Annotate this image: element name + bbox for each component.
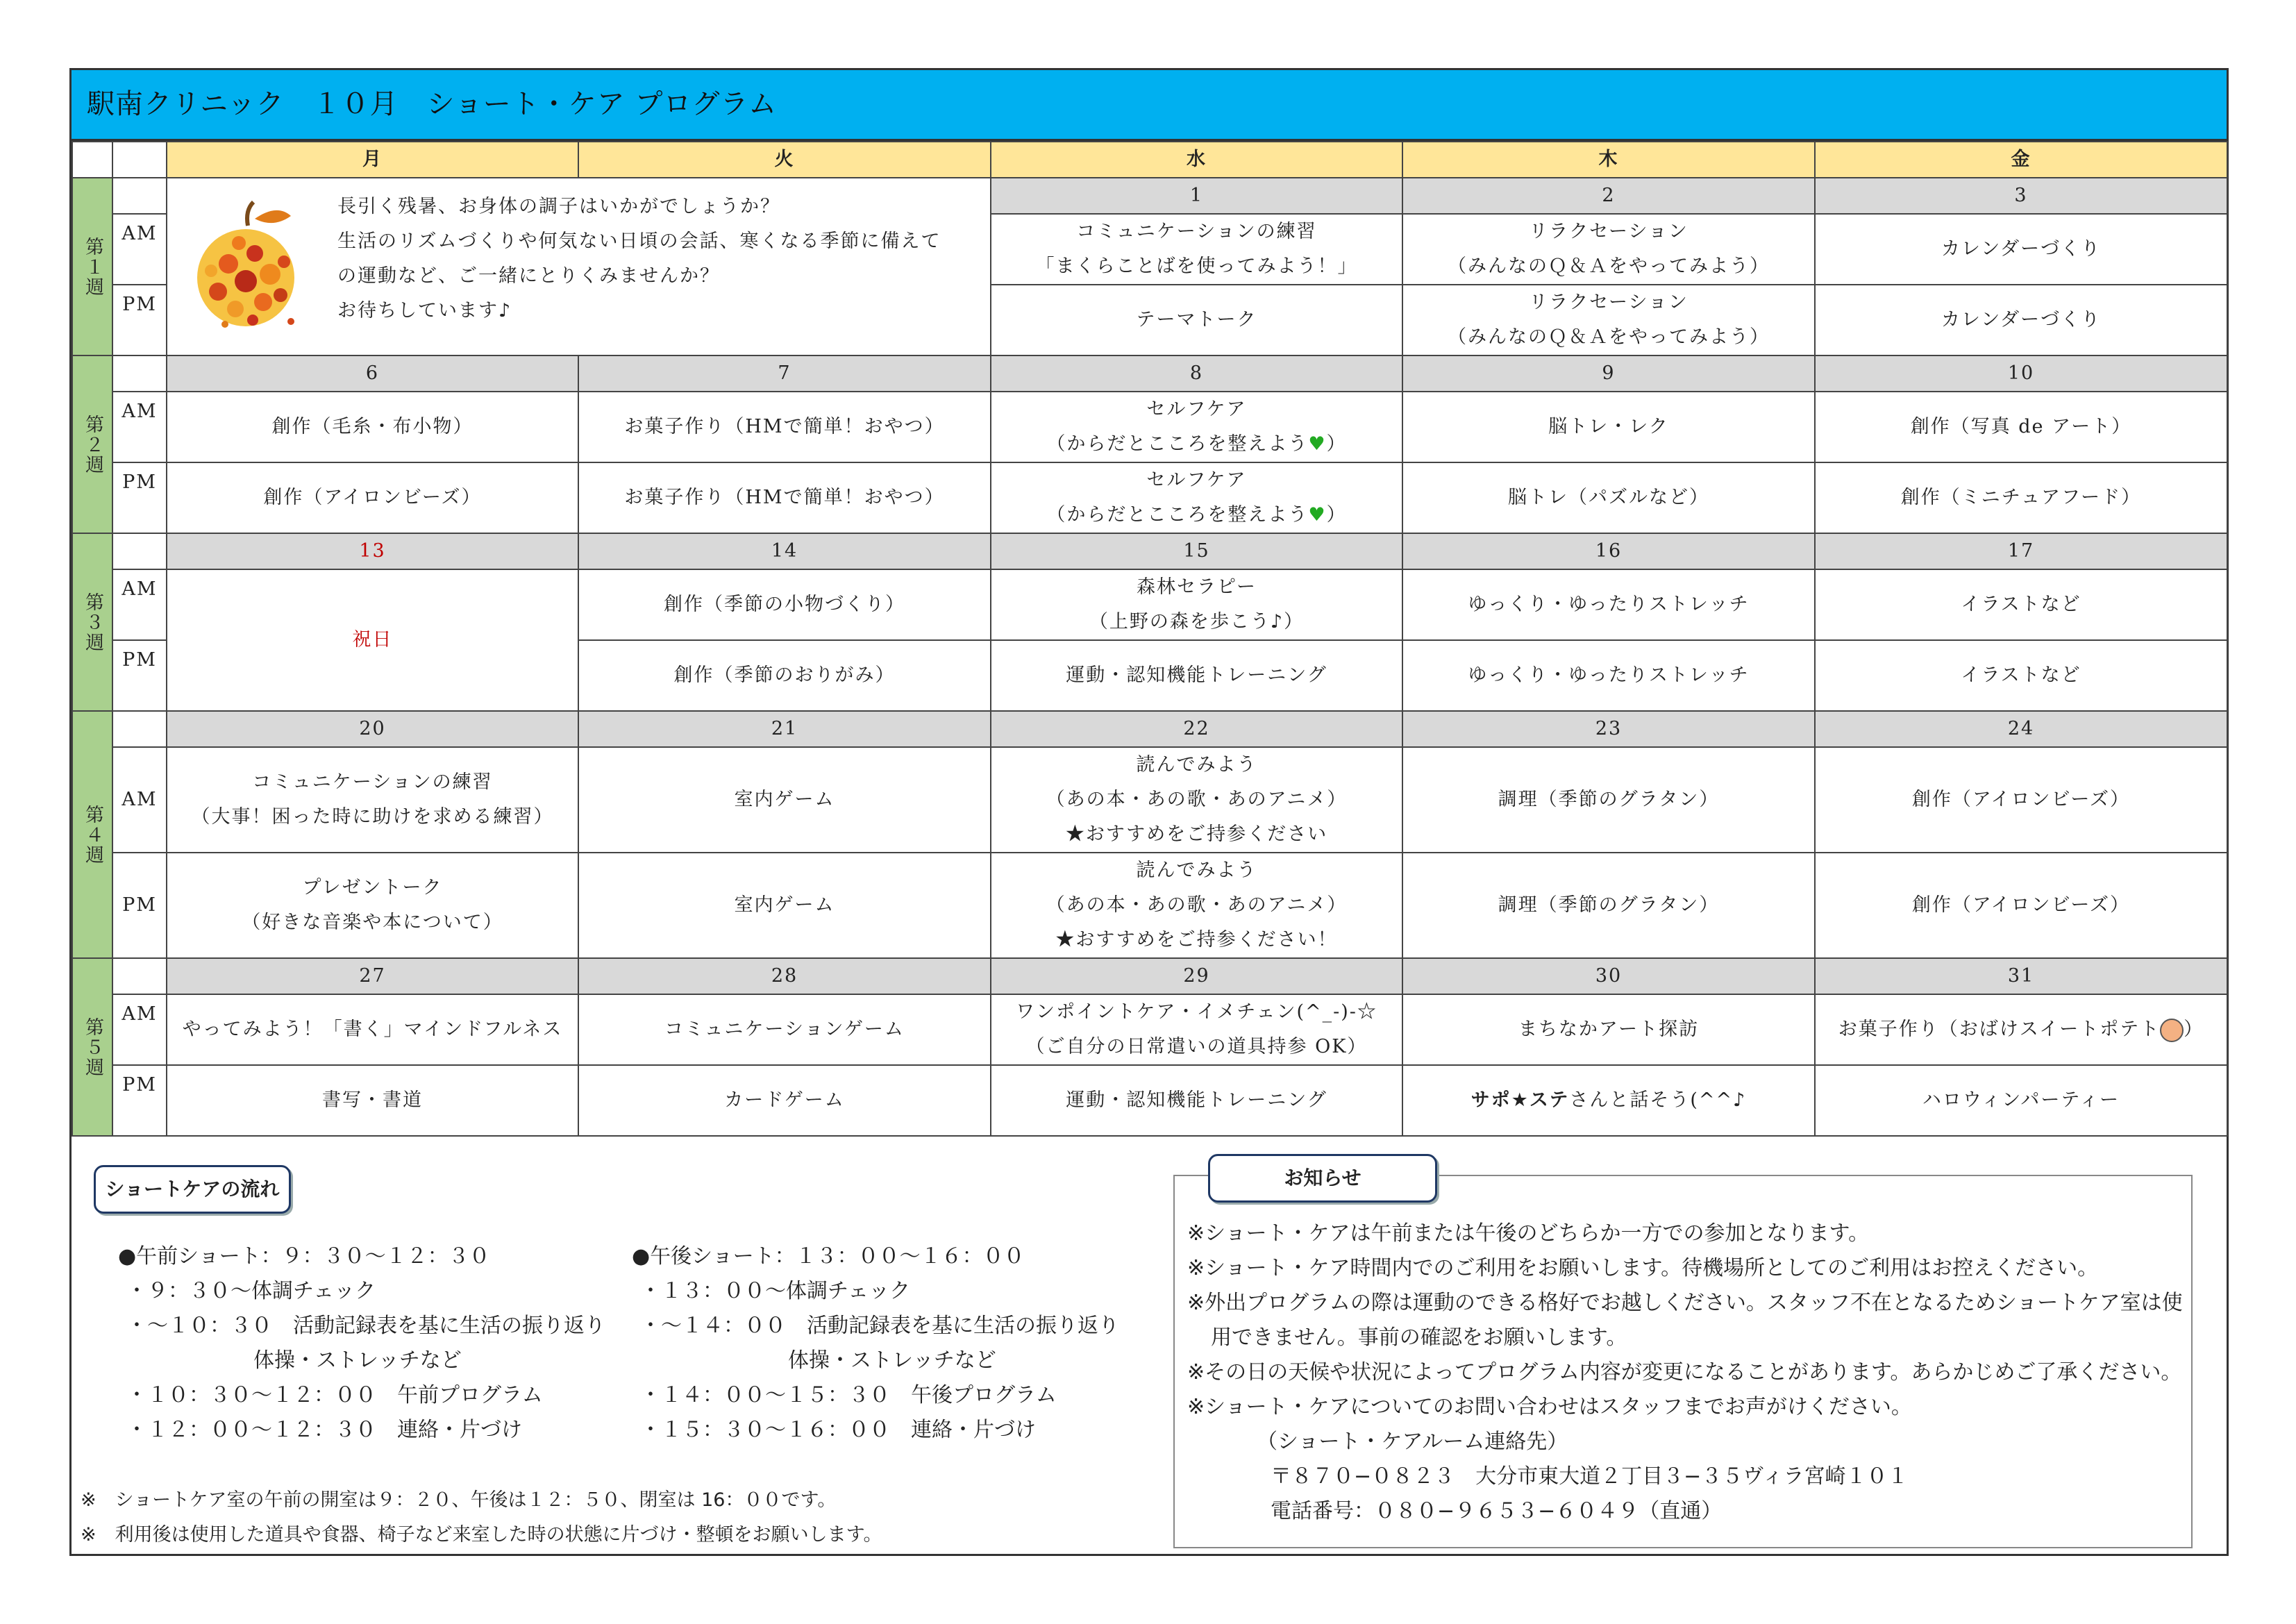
ghost-pumpkin-icon	[2160, 1019, 2184, 1042]
week4-am-row	[72, 747, 2227, 853]
program-line: セルフケア	[1146, 399, 1247, 420]
program-cell: 創作（写真 de アート）	[1815, 392, 2227, 462]
program-text: （からだとこころを整えよう	[1046, 433, 1309, 455]
am-label: AM	[112, 392, 167, 462]
program-line: （大事！困った時に助けを求める練習）	[191, 806, 554, 828]
program-cell	[1402, 214, 1815, 285]
notice-text	[1187, 1216, 2187, 1529]
flow-section-title: ショートケアの流れ	[94, 1165, 291, 1214]
blank-cell	[112, 533, 167, 569]
notice-line: ※外出プログラムの際は運動のできる格好でお越しください。スタッフ不在となるためショートケア室は使	[1187, 1291, 2183, 1315]
blank-cell	[72, 142, 112, 178]
pm-label: PM	[112, 640, 167, 711]
program-line: （みんなのＱ＆Ａをやってみよう）	[1448, 256, 1770, 277]
flow-line: 体操・ストレッチなど	[253, 1348, 462, 1373]
program-cell: イラストなど	[1815, 640, 2227, 711]
program-line: ワンポイントケア・イメチェン(^_-)-☆	[1016, 1001, 1377, 1023]
program-cell	[167, 747, 578, 853]
flow-line: ・１４：００〜１５：３０ 午後プログラム	[640, 1383, 1057, 1407]
program-line: プレゼントーク	[302, 877, 443, 898]
intro-line: 生活のリズムづくりや何気ない日頃の会話、寒くなる季節に備えて	[337, 231, 941, 252]
week5-pm-row	[72, 1065, 2227, 1136]
blank-cell	[112, 142, 167, 178]
green-heart-icon: ♥	[1308, 504, 1327, 526]
day-number: 29	[991, 958, 1402, 994]
week2-pm-row	[72, 462, 2227, 533]
program-text-bold: サポ★ステ	[1470, 1089, 1570, 1111]
program-cell	[991, 214, 1402, 285]
day-number: 22	[991, 711, 1402, 747]
blank-cell	[112, 958, 167, 994]
week2-am-row	[72, 392, 2227, 462]
am-label: AM	[112, 569, 167, 640]
week1-daynum-row	[72, 178, 2227, 214]
program-cell: やってみよう！「書く」マインドフルネス	[167, 994, 578, 1065]
intro-line: の運動など、ご一緒にとりくみませんか？	[337, 265, 720, 287]
notice-line: ※ショート・ケアについてのお問い合わせはスタッフまでお声がけください。	[1187, 1395, 1912, 1419]
flow-line: ・〜１０：３０ 活動記録表を基に生活の振り返り	[126, 1314, 605, 1338]
program-cell	[991, 392, 1402, 462]
program-cell: 運動・認知機能トレーニング	[991, 1065, 1402, 1136]
program-line: セルフケア	[1146, 469, 1247, 491]
day-number: 8	[991, 355, 1402, 392]
program-cell: 室内ゲーム	[578, 853, 991, 958]
pm-label: PM	[112, 1065, 167, 1136]
weekday-tue: 火	[578, 142, 991, 178]
notice-line: ※その日の天候や状況によってプログラム内容が変更になることがあります。あらかじめご了承ください。	[1187, 1360, 2182, 1384]
schedule-table	[72, 141, 2228, 1137]
program-line: （あの本・あの歌・あのアニメ）	[1046, 894, 1348, 916]
flow-line: 体操・ストレッチなど	[788, 1348, 996, 1373]
program-cell: 創作（アイロンビーズ）	[1815, 853, 2227, 958]
program-line: コミュニケーションの練習	[252, 771, 493, 793]
weekday-fri: 金	[1815, 142, 2227, 178]
program-cell	[1402, 285, 1815, 355]
program-line: 森林セラピー	[1137, 576, 1257, 598]
notice-line: 電話番号：０８０−９６５３−６０４９（直通）	[1271, 1499, 1723, 1523]
weekday-header-row	[72, 142, 2227, 178]
program-cell: カレンダーづくり	[1815, 214, 2227, 285]
pm-label: PM	[112, 462, 167, 533]
day-number: 6	[167, 355, 578, 392]
green-heart-icon: ♥	[1308, 433, 1327, 455]
program-cell: ハロウィンパーティー	[1815, 1065, 2227, 1136]
program-line: ★おすすめをご持参ください	[1065, 823, 1328, 845]
program-cell: 脳トレ・レク	[1402, 392, 1815, 462]
week-label: 第１週	[72, 178, 112, 355]
blank-cell	[112, 178, 167, 214]
flow-line: ●午後ショート：１３：００〜１６：００	[632, 1244, 1025, 1269]
program-line: 読んでみよう	[1136, 754, 1257, 776]
day-number: 21	[578, 711, 991, 747]
program-cell: 室内ゲーム	[578, 747, 991, 853]
week4-daynum-row	[72, 711, 2227, 747]
program-line: （あの本・あの歌・あのアニメ）	[1046, 789, 1348, 810]
flow-line: ●午前ショート：９：３０〜１２：３０	[118, 1244, 490, 1269]
notice-line: ※ショート・ケア時間内でのご利用をお願いします。待機場所としてのご利用はお控えください。	[1187, 1256, 2099, 1280]
program-text: さんと話そう(^^♪	[1569, 1089, 1747, 1111]
program-cell: カードゲーム	[578, 1065, 991, 1136]
program-cell: 創作（アイロンビーズ）	[167, 462, 578, 533]
footer-note: ※ 利用後は使用した道具や食器、椅子など来室した時の状態に片づけ・整頓をお願いします。	[81, 1524, 882, 1546]
program-line: リラクセーション	[1529, 292, 1689, 313]
week4-pm-row	[72, 853, 2227, 958]
day-number: 10	[1815, 355, 2227, 392]
program-line: コミュニケーションの練習	[1076, 221, 1317, 242]
footer-notes	[81, 1483, 882, 1552]
week-label: 第３週	[72, 533, 112, 711]
notice-line: （ショート・ケアルーム連絡先）	[1257, 1430, 1568, 1454]
program-cell: 創作（アイロンビーズ）	[1815, 747, 2227, 853]
day-number: 16	[1402, 533, 1815, 569]
day-number: 14	[578, 533, 991, 569]
footer-note: ※ ショートケア室の午前の開室は９：２０、午後は１２：５０、閉室は 16：００です。	[81, 1489, 837, 1511]
program-line	[991, 427, 1402, 462]
week-label: 第５週	[72, 958, 112, 1136]
am-label: AM	[112, 994, 167, 1065]
program-text: お菓子作り（おばけスイートポテト	[1838, 1019, 2161, 1040]
program-cell	[991, 853, 1402, 958]
program-cell: ゆっくり・ゆったりストレッチ	[1402, 640, 1815, 711]
program-line: リラクセーション	[1529, 221, 1689, 242]
week2-daynum-row	[72, 355, 2227, 392]
program-cell: 創作（季節の小物づくり）	[578, 569, 991, 640]
program-line: （上野の森を歩こう♪）	[1089, 611, 1305, 633]
day-number: 28	[578, 958, 991, 994]
notice-line: 用できません。事前の確認をお願いします。	[1211, 1325, 1627, 1350]
program-cell: 調理（季節のグラタン）	[1402, 853, 1815, 958]
intro-line: お待ちしています♪	[337, 300, 512, 321]
holiday-label: 祝日	[167, 569, 578, 711]
program-line: ★おすすめをご持参ください！	[1055, 929, 1338, 951]
program-line: 読んでみよう	[1136, 860, 1257, 881]
program-cell: 運動・認知機能トレーニング	[991, 640, 1402, 711]
program-text: ）	[1326, 504, 1347, 526]
day-number: 30	[1402, 958, 1815, 994]
week3-daynum-row	[72, 533, 2227, 569]
week5-daynum-row	[72, 958, 2227, 994]
program-cell: 創作（ミニチュアフード）	[1815, 462, 2227, 533]
day-number: 17	[1815, 533, 2227, 569]
program-cell	[991, 462, 1402, 533]
program-cell: お菓子作り（HMで簡単！おやつ）	[578, 392, 991, 462]
notice-title: お知らせ	[1208, 1154, 1437, 1203]
program-cell: お菓子作り（HMで簡単！おやつ）	[578, 462, 991, 533]
program-line	[991, 498, 1402, 533]
blank-cell	[112, 355, 167, 392]
notice-line: ※ショート・ケアは午前または午後のどちらか一方での参加となります。	[1187, 1221, 1870, 1246]
am-label: AM	[112, 747, 167, 853]
program-cell	[1402, 1065, 1815, 1136]
day-number: 9	[1402, 355, 1815, 392]
notice-line: 〒８７０−０８２３ 大分市東大道２丁目３−３５ヴィラ宮崎１０１	[1271, 1464, 1909, 1489]
week3-am-row	[72, 569, 2227, 640]
program-cell: 創作（季節のおりがみ）	[578, 640, 991, 711]
program-text: ）	[1326, 433, 1347, 455]
flow-line: ・〜１４：００ 活動記録表を基に生活の振り返り	[640, 1314, 1119, 1338]
day-number-holiday: 13	[167, 533, 578, 569]
program-cell: カレンダーづくり	[1815, 285, 2227, 355]
program-cell: イラストなど	[1815, 569, 2227, 640]
program-cell: コミュニケーションゲーム	[578, 994, 991, 1065]
flow-line: ・９：３０〜体調チェック	[126, 1279, 376, 1303]
flow-line: ・１５：３０〜１６：００ 連絡・片づけ	[640, 1418, 1036, 1442]
program-cell	[991, 994, 1402, 1065]
program-cell	[1815, 994, 2227, 1065]
apple-leaves-icon	[187, 198, 305, 330]
program-cell: 脳トレ（パズルなど）	[1402, 462, 1815, 533]
program-cell: 書写・書道	[167, 1065, 578, 1136]
day-number: 31	[1815, 958, 2227, 994]
program-cell: 創作（毛糸・布小物）	[167, 392, 578, 462]
program-line: 「まくらことばを使ってみよう！」	[1035, 256, 1358, 277]
program-text: （からだとこころを整えよう	[1046, 504, 1309, 526]
program-line: （好きな音楽や本について）	[242, 912, 503, 933]
program-cell: 調理（季節のグラタン）	[1402, 747, 1815, 853]
intro-text	[337, 190, 941, 328]
flow-am-column	[118, 1239, 605, 1448]
am-label: AM	[112, 214, 167, 285]
flow-line: ・１３：００〜体調チェック	[640, 1279, 911, 1303]
intro-message	[167, 178, 991, 355]
page-title: 駅南クリニック １０月 ショート・ケア プログラム	[72, 70, 2227, 141]
week-label: 第４週	[72, 711, 112, 958]
program-cell	[991, 569, 1402, 640]
day-number: 20	[167, 711, 578, 747]
intro-line: 長引く残暑、お身体の調子はいかがでしょうか？	[337, 196, 780, 217]
program-line: （みんなのＱ＆Ａをやってみよう）	[1448, 326, 1770, 348]
day-number: 15	[991, 533, 1402, 569]
weekday-mon: 月	[167, 142, 578, 178]
day-number: 27	[167, 958, 578, 994]
program-line: （ご自分の日常遣いの道具持参 OK）	[1025, 1036, 1368, 1057]
weekday-wed: 水	[991, 142, 1402, 178]
day-number: 2	[1402, 178, 1815, 214]
day-number: 7	[578, 355, 991, 392]
blank-cell	[112, 711, 167, 747]
program-cell	[991, 747, 1402, 853]
program-text: ）	[2184, 1019, 2204, 1040]
flow-line: ・１２：００〜１２：３０ 連絡・片づけ	[126, 1418, 522, 1442]
week5-am-row	[72, 994, 2227, 1065]
day-number: 23	[1402, 711, 1815, 747]
program-cell: テーマトーク	[991, 285, 1402, 355]
program-cell: ゆっくり・ゆったりストレッチ	[1402, 569, 1815, 640]
day-number: 1	[991, 178, 1402, 214]
program-cell	[167, 853, 578, 958]
day-number: 3	[1815, 178, 2227, 214]
flow-line: ・１０：３０〜１２：００ 午前プログラム	[126, 1383, 543, 1407]
weekday-thu: 木	[1402, 142, 1815, 178]
pm-label: PM	[112, 853, 167, 958]
day-number: 24	[1815, 711, 2227, 747]
pm-label: PM	[112, 285, 167, 355]
week-label: 第２週	[72, 355, 112, 533]
flow-pm-column	[632, 1239, 1119, 1448]
program-cell: まちなかアート探訪	[1402, 994, 1815, 1065]
